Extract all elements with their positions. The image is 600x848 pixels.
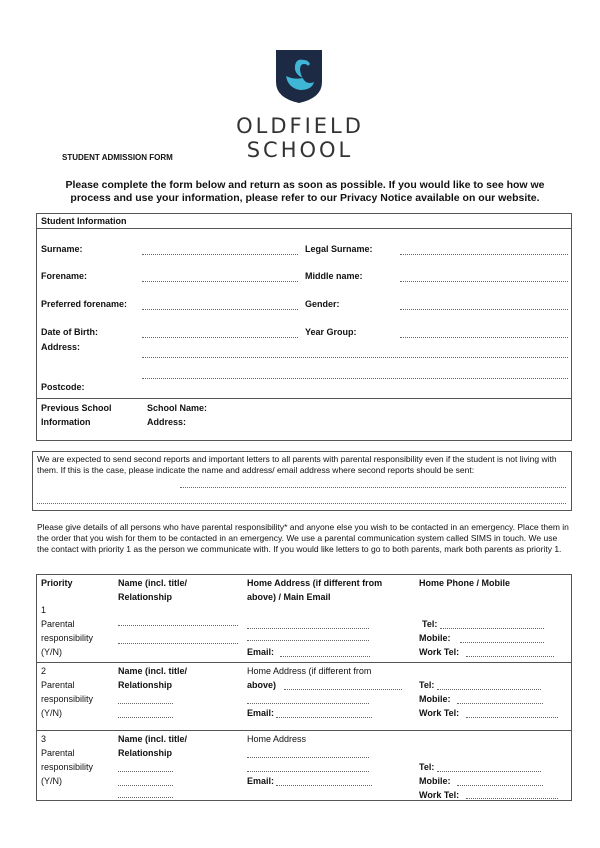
row2-email-label: Email: [247, 708, 275, 718]
row2-address-label: Home Address (if different from [247, 666, 372, 676]
row3-email-label: Email: [247, 776, 275, 786]
gender-field[interactable] [400, 309, 568, 310]
school-address-label: Address: [147, 417, 187, 427]
intro-text: Please complete the form below and return as soon as possible. If you would like to see how we process and use your information, please refer to our Privacy Notice available on our website. [65, 179, 545, 204]
student-info-section [36, 213, 572, 441]
surname-field[interactable] [142, 254, 298, 255]
row2-name-field[interactable] [118, 703, 173, 704]
second-reports-field-2[interactable] [37, 503, 566, 504]
col-priority: Priority [41, 578, 73, 588]
row3-address-label: Home Address [247, 734, 307, 744]
dob-label: Date of Birth: [41, 327, 98, 337]
row2-work-tel-field[interactable] [466, 717, 558, 718]
row3-work-tel-field[interactable] [466, 798, 558, 799]
row1-relationship-field[interactable] [118, 643, 238, 644]
row2-pr-label: Parental [41, 680, 75, 690]
row3-pr-label: Parental [41, 748, 75, 758]
dob-field[interactable] [142, 337, 298, 338]
address-label: Address: [41, 342, 81, 352]
address-field-1[interactable] [142, 357, 568, 358]
swan-crest-icon [274, 48, 324, 104]
row1-pr-label-2: responsibility [41, 633, 94, 643]
row2-address-field-2[interactable] [247, 703, 369, 704]
form-title: STUDENT ADMISSION FORM [62, 153, 173, 162]
row3-work-tel-label: Work Tel: [419, 790, 460, 800]
row2-mobile-field[interactable] [457, 703, 543, 704]
col-name: Name (incl. title/ [118, 578, 188, 588]
row1-address-field-1[interactable] [247, 628, 369, 629]
row2-address-label-2: above) [247, 680, 277, 690]
postcode-label: Postcode: [41, 382, 85, 392]
school-name-line1: OLDFIELD [236, 114, 364, 138]
previous-school-label-2: Information [41, 417, 91, 427]
preferred-forename-label: Preferred forename: [41, 299, 128, 309]
col-address-2: above) / Main Email [247, 592, 331, 602]
gender-label: Gender: [305, 299, 340, 309]
second-reports-field-1[interactable] [180, 487, 566, 488]
row3-extra-field[interactable] [118, 797, 173, 798]
school-logo [230, 40, 370, 160]
legal-surname-label: Legal Surname: [305, 244, 373, 254]
row3-priority: 3 [41, 734, 47, 744]
row3-relationship-field[interactable] [118, 785, 173, 786]
middle-name-label: Middle name: [305, 271, 363, 281]
second-reports-text: We are expected to send second reports and important letters to all parents with parental responsibility even if the student is not living with them. If this is the case, please indicate the name and address/ email address where second reports should be sent: [37, 454, 557, 475]
row2-relationship-label: Relationship [118, 680, 173, 690]
row1-email-field[interactable] [280, 656, 370, 657]
row2-pr-label-3: (Y/N) [41, 708, 62, 718]
row1-tel-label: Tel: [422, 619, 438, 629]
row1-mobile-field[interactable] [460, 642, 544, 643]
year-group-field[interactable] [400, 337, 568, 338]
row3-address-field-1[interactable] [247, 757, 369, 758]
row3-tel-field[interactable] [437, 771, 541, 772]
row2-relationship-field[interactable] [118, 717, 173, 718]
contacts-table [36, 574, 572, 801]
row3-tel-label: Tel: [419, 762, 435, 772]
row3-email-field[interactable] [276, 785, 372, 786]
row3-pr-label-3: (Y/N) [41, 776, 62, 786]
row1-pr-label: Parental [41, 619, 75, 629]
preferred-forename-field[interactable] [142, 309, 298, 310]
row2-work-tel-label: Work Tel: [419, 708, 460, 718]
row1-email-label: Email: [247, 647, 275, 657]
row3-pr-label-2: responsibility [41, 762, 94, 772]
surname-label: Surname: [41, 244, 83, 254]
row2-pr-label-2: responsibility [41, 694, 94, 704]
middle-name-field[interactable] [400, 281, 568, 282]
row3-relationship-label: Relationship [118, 748, 173, 758]
row3-address-field-2[interactable] [247, 771, 369, 772]
row1-name-field[interactable] [118, 625, 238, 626]
legal-surname-field[interactable] [400, 254, 568, 255]
forename-field[interactable] [142, 281, 298, 282]
contacts-intro-text: Please give details of all persons who have parental responsibility* and anyone else you wish to be contacted in an emergency. Place them in the order that you wish for them to be contacted in an emergency. We use a parental communication system called SIMS in touch. We use the contact with priority 1 as the person we communicate with. If you would like letters to go to both parents, mark both parents as priority 1. [37, 522, 569, 554]
row3-mobile-field[interactable] [457, 785, 543, 786]
col-phone: Home Phone / Mobile [419, 578, 511, 588]
row2-tel-field[interactable] [437, 689, 541, 690]
row2-tel-label: Tel: [419, 680, 435, 690]
row3-mobile-label: Mobile: [419, 776, 451, 786]
address-field-2[interactable] [142, 378, 568, 379]
row3-name-field[interactable] [118, 771, 173, 772]
previous-school-label: Previous School [41, 403, 112, 413]
row1-mobile-label: Mobile: [419, 633, 451, 643]
forename-label: Forename: [41, 271, 88, 281]
col-address: Home Address (if different from [247, 578, 383, 588]
year-group-label: Year Group: [305, 327, 357, 337]
row1-work-tel-label: Work Tel: [419, 647, 460, 657]
row1-pr-label-3: (Y/N) [41, 647, 62, 657]
row1-address-field-2[interactable] [247, 640, 369, 641]
row1-priority: 1 [41, 605, 47, 615]
student-info-heading: Student Information [41, 216, 127, 226]
row1-work-tel-field[interactable] [466, 656, 554, 657]
row1-tel-field[interactable] [440, 628, 544, 629]
col-name-2: Relationship [118, 592, 173, 602]
row2-name-label: Name (incl. title/ [118, 666, 188, 676]
school-name-line2: SCHOOL [246, 138, 354, 162]
row2-address-field-1[interactable] [284, 689, 402, 690]
school-name-label: School Name: [147, 403, 208, 413]
row2-email-field[interactable] [276, 717, 372, 718]
row2-mobile-label: Mobile: [419, 694, 451, 704]
row3-name-label: Name (incl. title/ [118, 734, 188, 744]
row2-priority: 2 [41, 666, 47, 676]
